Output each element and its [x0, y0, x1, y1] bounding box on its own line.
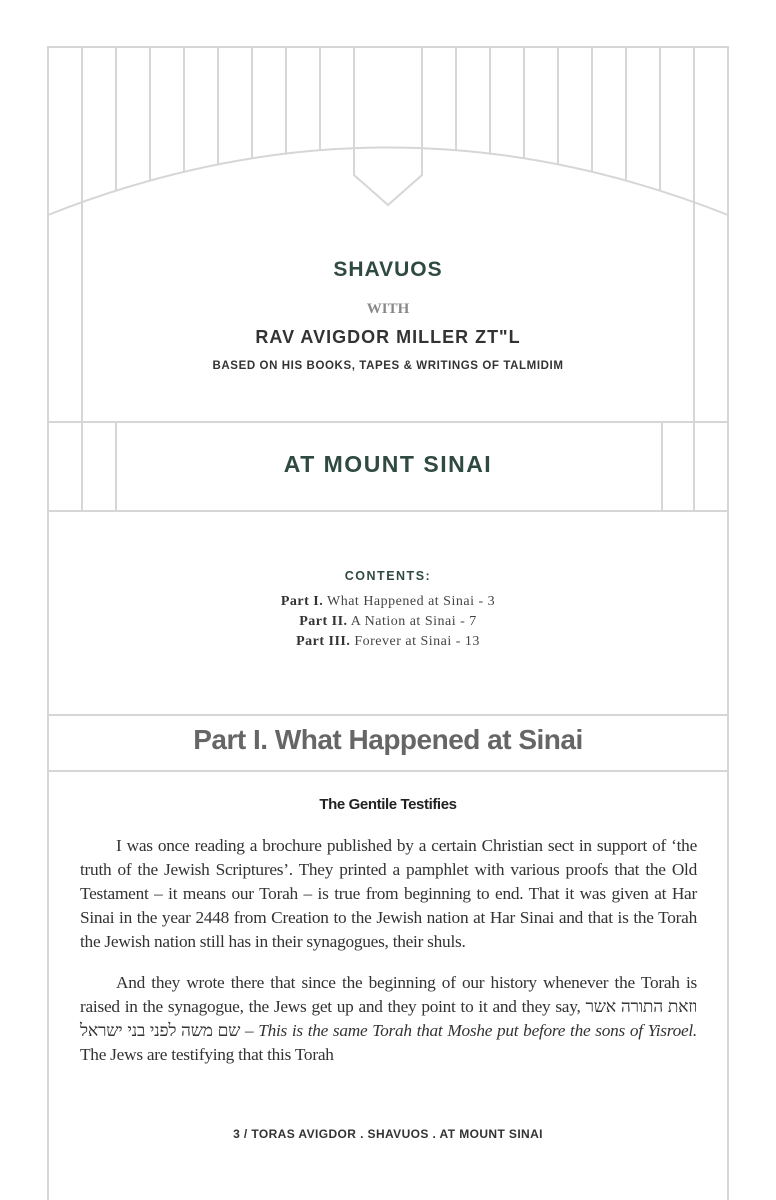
hebrew-quote: וזאת התורה אשר שם משה לפני בני ישראל	[80, 997, 697, 1040]
toc-title: A Nation at Sinai - 7	[350, 614, 477, 629]
text-run: The Jews are testifying that this Torah	[80, 1045, 334, 1064]
author-name: RAV AVIGDOR MILLER ZT"L	[255, 327, 521, 347]
table-of-contents	[0, 592, 776, 652]
toc-part: Part I.	[280, 594, 324, 609]
paragraph: I was once reading a brochure published by a certain Christian sect in support of ‘the truth of the Jewish Scriptures’. They printed a pamphlet with various proofs that the Old Testament – it means our Torah – is true from beginning to end. That it was given at Har Sinai in the year 2448 from Creation to the Jewish nation at Har Sinai and that is the Torah the Jewish nation still has in their synagogues, their shuls.	[80, 836, 697, 951]
dash: –	[240, 1021, 259, 1040]
translation: This is the same Torah that Moshe put before the sons of Yisroel.	[258, 1021, 698, 1040]
toc-item[interactable]	[0, 632, 776, 652]
toc-title: Forever at Sinai - 13	[354, 634, 480, 649]
page-footer: 3 / TORAS AVIGDOR . SHAVUOS . AT MOUNT SINAI	[233, 1127, 543, 1141]
toc-item[interactable]	[0, 592, 776, 612]
booklet-title: AT MOUNT SINAI	[283, 451, 493, 477]
section-heading: Part I. What Happened at Sinai	[193, 724, 583, 755]
contents-label: CONTENTS:	[344, 569, 432, 583]
based-on-line: BASED ON HIS BOOKS, TAPES & WRITINGS OF TALMIDIM	[212, 360, 564, 372]
text-run: And they wrote there that since the beginning of our history whenever the Torah is raised in the synagogue, the Jews get up and they point to it and they say,	[80, 973, 697, 1016]
section-subheading: The Gentile Testifies	[319, 796, 457, 813]
with-label: WITH	[366, 301, 410, 317]
toc-part: Part II.	[299, 614, 348, 629]
body-text	[80, 834, 697, 1084]
series-title: SHAVUOS	[333, 258, 443, 281]
toc-item[interactable]	[0, 612, 776, 632]
toc-part: Part III.	[296, 634, 351, 649]
paragraph	[80, 971, 697, 1067]
toc-title: What Happened at Sinai - 3	[327, 594, 496, 609]
